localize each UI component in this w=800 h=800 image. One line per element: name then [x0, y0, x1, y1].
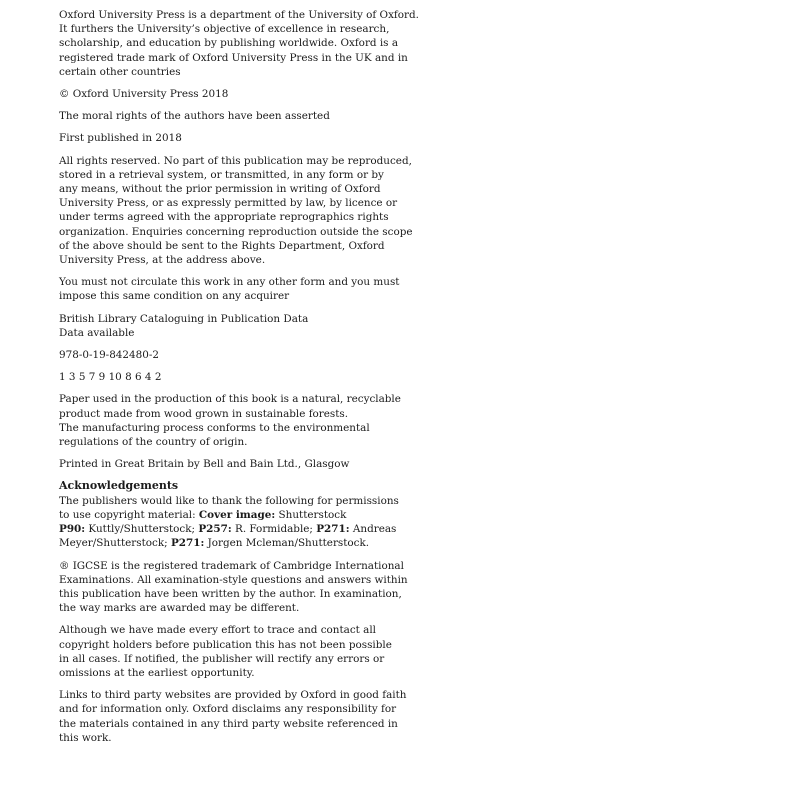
text-line: the materials contained in any third party website referenced in	[59, 717, 398, 730]
first-published	[59, 131, 429, 145]
text-line: Data available	[59, 326, 135, 339]
text-line: University Press, or as expressly permitted by law, by licence or	[59, 197, 398, 210]
text-line: The manufacturing process conforms to the environmental	[59, 421, 370, 434]
credit-label: Cover image:	[198, 508, 276, 521]
printed-by-line: Printed in Great Britain by Bell and Bain Ltd., Glasgow	[59, 458, 350, 471]
text-line: All rights reserved. No part of this publication may be reproduced,	[59, 154, 412, 167]
text-line: It furthers the University’s objective of excellence in research,	[59, 23, 390, 36]
text-line	[59, 522, 429, 536]
text-line: Examinations. All examination-style questions and answers within	[59, 573, 408, 586]
text-line: You must not circulate this work in any other form and you must	[59, 276, 400, 289]
credit-label: P90:	[59, 523, 86, 536]
text-line: ® IGCSE is the registered trademark of Cambridge International	[59, 559, 404, 572]
copyright-notice	[59, 87, 429, 101]
text-line: the way marks are awarded may be different.	[59, 602, 300, 615]
text-line: copyright holders before publication this has not been possible	[59, 638, 392, 651]
text-line: The publishers would like to thank the following for permissions	[59, 494, 399, 507]
moral-rights	[59, 109, 429, 123]
acknowledgements	[59, 479, 429, 550]
text-line: this work.	[59, 731, 112, 744]
credit-value: R. Formidable;	[231, 523, 317, 536]
text-line: organization. Enquiries concerning reproduction outside the scope	[59, 225, 413, 238]
text-line: any means, without the prior permission in writing of Oxford	[59, 183, 381, 196]
text-line: regulations of the country of origin.	[59, 436, 248, 449]
circulation-notice	[59, 275, 429, 303]
text-line: stored in a retrieval system, or transmitted, in any form or by	[59, 168, 384, 181]
isbn	[59, 348, 429, 362]
copyright-effort-notice	[59, 623, 429, 680]
first-published-line: First published in 2018	[59, 132, 182, 145]
igcse-notice	[59, 559, 429, 616]
text-line: under terms agreed with the appropriate reprographics rights	[59, 211, 389, 224]
moral-rights-line: The moral rights of the authors have been asserted	[59, 110, 330, 123]
third-party-links-notice	[59, 688, 429, 745]
cataloguing-data	[59, 312, 429, 340]
text-line: University Press, at the address above.	[59, 254, 266, 267]
credit-value: Jorgen Mcleman/Shutterstock.	[204, 537, 370, 550]
credit-label: P271:	[316, 523, 350, 536]
print-number-line: 1 3 5 7 9 10 8 6 4 2	[59, 371, 162, 384]
text-line: British Library Cataloguing in Publication Data	[59, 312, 309, 325]
acknowledgements-heading: Acknowledgements	[59, 479, 179, 493]
copyright-line: © Oxford University Press 2018	[59, 88, 229, 101]
text-line: certain other countries	[59, 65, 181, 78]
credit-value: Shutterstock	[275, 508, 347, 521]
printer-notice	[59, 457, 429, 471]
text-line: registered trade mark of Oxford University Press in the UK and in	[59, 51, 408, 64]
text-line: product made from wood grown in sustainable forests.	[59, 407, 349, 420]
credit-value: Andreas	[349, 523, 397, 536]
text-line: impose this same condition on any acquirer	[59, 290, 290, 303]
text-line	[59, 508, 429, 522]
text-line	[59, 536, 429, 550]
text-run: to use copyright material:	[59, 508, 199, 521]
text-line: this publication have been written by the author. In examination,	[59, 587, 402, 600]
credit-label: P257:	[198, 523, 232, 536]
text-line: and for information only. Oxford disclaims any responsibility for	[59, 703, 397, 716]
credit-value: Kuttly/Shutterstock;	[85, 523, 199, 536]
text-line: omissions at the earliest opportunity.	[59, 666, 255, 679]
print-line	[59, 370, 429, 384]
text-line: Links to third party websites are provided by Oxford in good faith	[59, 689, 407, 702]
text-line: of the above should be sent to the Rights Department, Oxford	[59, 239, 385, 252]
credit-label: P271:	[170, 537, 205, 550]
isbn-line: 978-0-19-842480-2	[59, 349, 159, 362]
publisher-statement	[59, 8, 429, 79]
text-line: scholarship, and education by publishing worldwide. Oxford is a	[59, 37, 399, 50]
text-line: Oxford University Press is a department of the University of Oxford.	[59, 9, 419, 21]
rights-reserved	[59, 154, 429, 268]
copyright-page	[59, 8, 429, 753]
text-line: Although we have made every effort to trace and contact all	[59, 624, 376, 637]
text-line: in all cases. If notified, the publisher will rectify any errors or	[59, 652, 385, 665]
text-line: Paper used in the production of this book is a natural, recyclable	[59, 393, 401, 406]
text-run: Meyer/Shutterstock;	[59, 537, 171, 550]
paper-notice	[59, 392, 429, 449]
